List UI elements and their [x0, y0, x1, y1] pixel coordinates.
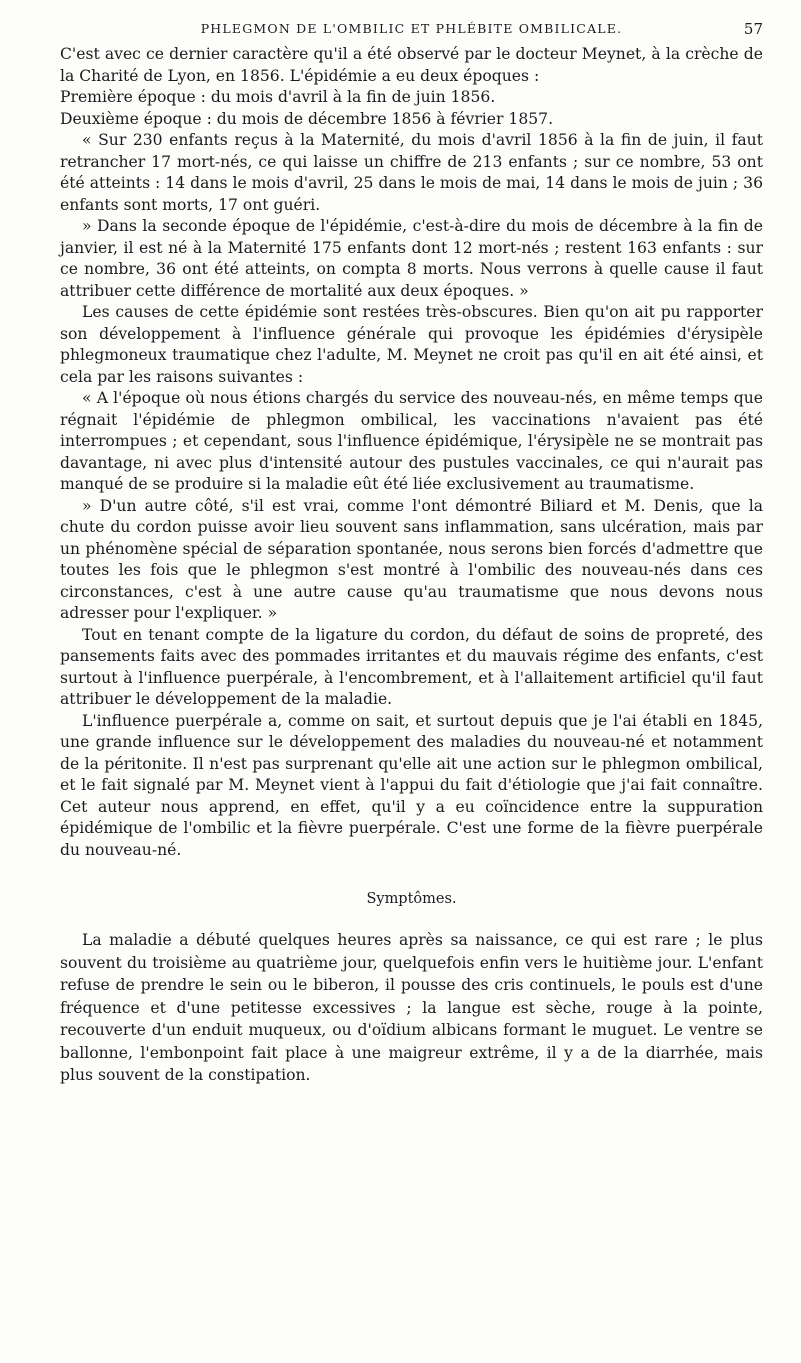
paragraph-influence-puerperale: L'influence puerpérale a, comme on sait, et surtout depuis que je l'ai établi en 1845, une grande influence sur le développement des maladies du nouveau-né et notamment de la péritonite. Il n'est pas surprenant qu'elle ait une action sur le phlegmon ombilical, et le fait signalé par M. Meynet vient à l'appui du fait d'étiologie que j'ai fait connaître. Cet auteur nous apprend, en effet, qu'il y a eu coïncidence entre la suppuration épidémique de l'ombilic et la fièvre puerpérale. C'est une forme de la fièvre puerpérale du nouveau-né. — [60, 711, 763, 859]
paragraph-intro: C'est avec ce dernier caractère qu'il a été observé par le docteur Meynet, à la crèche de la Charité de Lyon, en 1856. L'épidémie a eu deux époques : — [60, 45, 763, 85]
paragraph-symptomes: La maladie a débuté quelques heures après sa naissance, ce qui est rare ; le plus souvent du troisième au quatrième jour, quelquefois enfin vers le huitième jour. L'enfant refuse de prendre le sein ou le biberon, il pousse des cris continuels, le pouls est d'une fréquence et d'une petitesse excessives ; la langue est sèche, rouge à la pointe, recouverte d'un enduit muqueux, ou d'oïdium albicans formant le muguet. Le ventre se ballonne, l'embonpoint fait place à une maigreur extrême, il y a de la diarrhée, mais plus souvent de la constipation. — [60, 931, 763, 1084]
paragraph-quote-stats-2: » Dans la seconde époque de l'épidémie, c'est-à-dire du mois de décembre à la fin de janvier, il est né à la Maternité 175 enfants dont 12 mort-nés ; restent 163 enfants : sur ce nombre, 36 ont été atteints, on compta 8 morts. Nous verrons à quelle cause il faut attribuer cette différence de mortalité aux deux époques. » — [60, 217, 763, 300]
paragraph-first-epoch: Première époque : du mois d'avril à la fin de juin 1856. — [60, 88, 496, 106]
page-number: 57 — [743, 20, 763, 38]
paragraph-causes: Les causes de cette épidémie sont restées très-obscures. Bien qu'on ait pu rapporter son développement à l'influence générale qui provoque les épidémies d'érysipèle phlegmoneux traumatique chez l'adulte, M. Meynet ne croit pas qu'il en ait été ainsi, et cela par les raisons suivantes : — [60, 303, 763, 386]
symptomes-text — [60, 929, 763, 1087]
running-title: PHLEGMON DE L'OMBILIC ET PHLÉBITE OMBILICALE. — [200, 21, 623, 36]
paragraph-quote-stats-1: « Sur 230 enfants reçus à la Maternité, du mois d'avril 1856 à la fin de juin, il faut retrancher 17 mort-nés, ce qui laisse un chiffre de 213 enfants ; sur ce nombre, 53 ont été atteints : 14 dans le mois d'avril, 25 dans le mois de mai, 14 dans le mois de juin ; 36 enfants sont morts, 17 ont guéri. — [60, 131, 763, 214]
paragraph-second-epoch: Deuxième époque : du mois de décembre 1856 à février 1857. — [60, 109, 554, 128]
running-header — [60, 16, 763, 42]
paragraph-quote-vaccination: « A l'époque où nous étions chargés du service des nouveau-nés, en même temps que régnait l'épidémie de phlegmon ombilical, les vaccinations n'avaient pas été interrompues ; et cependant, sous l'influence épidémique, l'érysipèle ne se montrait pas davantage, ni avec plus d'intensité autour des pustules vaccinales, ce qui n'aurait pas manqué de se produire si la maladie eût été liée exclusivement au traumatisme. — [60, 389, 763, 493]
paragraph-ligature: Tout en tenant compte de la ligature du cordon, du défaut de soins de propreté, des pansements faits avec des pommades irritantes et du mauvais régime des enfants, c'est surtout à l'influence puerpérale, à l'encombrement, et à l'allaitement artificiel qu'il faut attribuer le développement de la maladie. — [60, 625, 763, 708]
section-title-symptomes: Symptômes. — [366, 891, 457, 907]
main-text — [60, 44, 763, 861]
paragraph-quote-cordon: » D'un autre côté, s'il est vrai, comme l'ont démontré Biliard et M. Denis, que la chute du cordon puisse avoir lieu souvent sans inflammation, sans ulcération, mais par un phénomène spécial de séparation spontanée, nous serons bien forcés d'admettre que toutes les fois que le phlegmon s'est montré à l'ombilic des nouveau-nés dans ces circonstances, c'est à une autre cause qu'au traumatisme que nous devons nous adresser pour l'expliquer. » — [60, 496, 763, 622]
